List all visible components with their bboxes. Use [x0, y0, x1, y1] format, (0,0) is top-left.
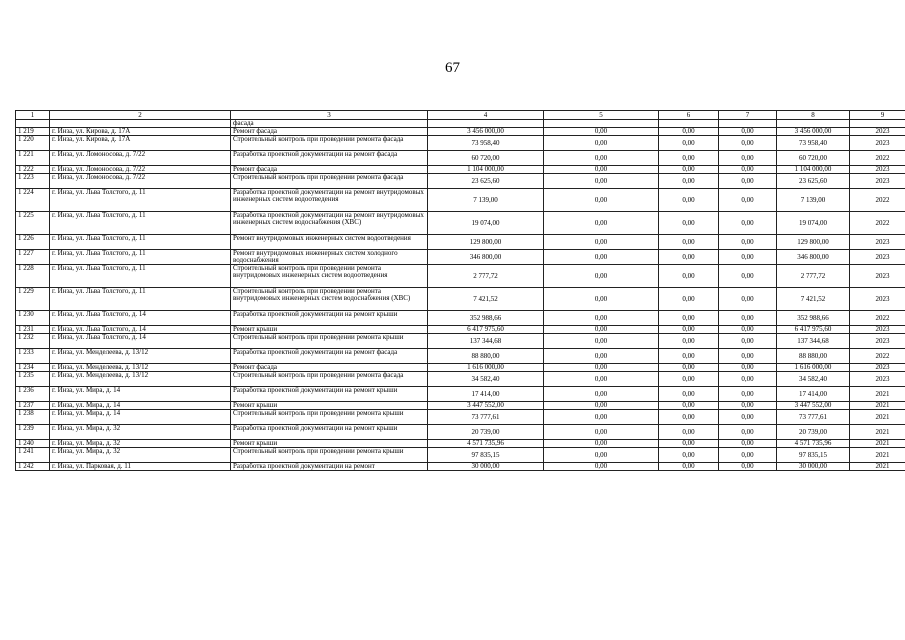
year-cell: 2023	[850, 334, 905, 349]
amount-cell: 0,00	[659, 364, 719, 372]
amount-cell: 0,00	[719, 235, 777, 250]
table-row	[16, 166, 905, 174]
amount-fund-cell: 1 104 000,00	[777, 166, 850, 174]
row-number-cell: 1 241	[16, 448, 50, 463]
year-cell: 2023	[850, 364, 905, 372]
work-type-cell: Ремонт внутридомовых инженерных систем холодного водоснабжения	[231, 250, 428, 265]
address-cell: г. Инза, ул. Льва Толстого, д. 11	[50, 235, 231, 250]
work-type-cell: Разработка проектной документации на ремонт фасада	[231, 151, 428, 166]
amount-cell: 0,00	[544, 212, 659, 235]
year-cell: 2021	[850, 425, 905, 440]
address-cell: г. Инза, ул. Менделеева, д. 13/12	[50, 372, 231, 387]
row-number-cell: 1 223	[16, 174, 50, 189]
amount-cell: 0,00	[659, 136, 719, 151]
amount-fund-cell: 97 835,15	[777, 448, 850, 463]
amount-cell: 0,00	[659, 189, 719, 212]
amount-cell: 0,00	[659, 311, 719, 326]
work-type-cell: Строительный контроль при проведении ремонта фасада	[231, 372, 428, 387]
address-cell: г. Инза, ул. Льва Толстого, д. 11	[50, 250, 231, 265]
amount-cell: 0,00	[719, 387, 777, 402]
header-cell: 5	[544, 111, 659, 120]
amount-fund-cell: 346 800,00	[777, 250, 850, 265]
work-type-cell: Ремонт внутридомовых инженерных систем водоотведения	[231, 235, 428, 250]
amount-cell: 0,00	[719, 425, 777, 440]
year-cell: 2022	[850, 311, 905, 326]
row-number-cell: 1 227	[16, 250, 50, 265]
amount-cell: 0,00	[659, 425, 719, 440]
amount-cell: 0,00	[719, 410, 777, 425]
amount-total-cell: 137 344,68	[428, 334, 544, 349]
amount-fund-cell: 6 417 975,60	[777, 326, 850, 334]
amount-total-cell: 2 777,72	[428, 265, 544, 288]
amount-cell: 0,00	[719, 440, 777, 448]
year-cell: 2021	[850, 440, 905, 448]
address-cell: г. Инза, ул. Льва Толстого, д. 11	[50, 212, 231, 235]
year-cell: 2023	[850, 136, 905, 151]
amount-total-cell: 20 739,00	[428, 425, 544, 440]
amount-cell: 0,00	[544, 189, 659, 212]
amount-cell: 0,00	[719, 463, 777, 471]
amount-cell: 0,00	[659, 250, 719, 265]
amount-cell: 0,00	[544, 410, 659, 425]
amount-cell: 0,00	[659, 349, 719, 364]
row-number-cell: 1 228	[16, 265, 50, 288]
work-type-cell: Ремонт крыши	[231, 440, 428, 448]
amount-cell: 0,00	[659, 448, 719, 463]
row-number-cell: 1 231	[16, 326, 50, 334]
amount-cell: 0,00	[544, 128, 659, 136]
amount-cell: 0,00	[719, 174, 777, 189]
table-row	[16, 364, 905, 372]
header-cell: 3	[231, 111, 428, 120]
work-type-cell: Строительный контроль при проведении ремонта внутридомовых инженерных систем водоснабжения (ХВС)	[231, 288, 428, 311]
table-row	[16, 387, 905, 402]
table-row	[16, 128, 905, 136]
amount-fund-cell	[777, 120, 850, 128]
row-number-cell: 1 232	[16, 334, 50, 349]
amount-cell: 0,00	[659, 463, 719, 471]
amount-cell: 0,00	[719, 334, 777, 349]
work-type-cell: Ремонт фасада	[231, 166, 428, 174]
work-type-cell: Разработка проектной документации на ремонт крыши	[231, 387, 428, 402]
amount-fund-cell: 34 582,40	[777, 372, 850, 387]
address-cell: г. Инза, ул. Мира, д. 14	[50, 387, 231, 402]
amount-total-cell: 129 800,00	[428, 235, 544, 250]
amount-cell: 0,00	[659, 372, 719, 387]
table-row	[16, 326, 905, 334]
year-cell: 2022	[850, 151, 905, 166]
amount-total-cell: 1 104 000,00	[428, 166, 544, 174]
amount-fund-cell: 7 139,00	[777, 189, 850, 212]
amount-cell: 0,00	[719, 265, 777, 288]
row-number-cell: 1 222	[16, 166, 50, 174]
amount-cell: 0,00	[544, 235, 659, 250]
address-cell: г. Инза, ул. Менделеева, д. 13/12	[50, 349, 231, 364]
amount-fund-cell: 3 456 000,00	[777, 128, 850, 136]
table-row	[16, 463, 905, 471]
amount-total-cell: 19 074,00	[428, 212, 544, 235]
address-cell: г. Инза, ул. Мира, д. 14	[50, 410, 231, 425]
amount-cell: 0,00	[719, 166, 777, 174]
row-number-cell: 1 221	[16, 151, 50, 166]
year-cell: 2023	[850, 128, 905, 136]
table-row	[16, 288, 905, 311]
amount-cell: 0,00	[719, 326, 777, 334]
row-number-cell: 1 235	[16, 372, 50, 387]
amount-cell: 0,00	[719, 402, 777, 410]
header-cell: 4	[428, 111, 544, 120]
year-cell: 2023	[850, 265, 905, 288]
amount-fund-cell: 2 777,72	[777, 265, 850, 288]
table-row	[16, 410, 905, 425]
amount-cell: 0,00	[719, 128, 777, 136]
amount-cell: 0,00	[659, 166, 719, 174]
row-number-cell: 1 238	[16, 410, 50, 425]
amount-cell: 0,00	[719, 288, 777, 311]
table-row	[16, 235, 905, 250]
work-type-cell: Разработка проектной документации на ремонт фасада	[231, 349, 428, 364]
address-cell: г. Инза, ул. Кирова, д. 17А	[50, 136, 231, 151]
amount-total-cell: 34 582,40	[428, 372, 544, 387]
table-row	[16, 334, 905, 349]
amount-total-cell: 30 000,00	[428, 463, 544, 471]
amount-cell	[659, 120, 719, 128]
year-cell	[850, 120, 905, 128]
amount-cell: 0,00	[719, 311, 777, 326]
row-number-cell	[16, 120, 50, 128]
work-type-cell: фасада	[231, 120, 428, 128]
amount-fund-cell: 30 000,00	[777, 463, 850, 471]
year-cell: 2022	[850, 349, 905, 364]
table-row	[16, 311, 905, 326]
amount-cell: 0,00	[659, 326, 719, 334]
address-cell: г. Инза, ул. Льва Толстого, д. 11	[50, 265, 231, 288]
amount-cell: 0,00	[659, 387, 719, 402]
work-type-cell: Разработка проектной документации на ремонт крыши	[231, 425, 428, 440]
amount-cell: 0,00	[659, 174, 719, 189]
work-type-cell: Строительный контроль при проведении ремонта внутридомовых инженерных систем водоотведения	[231, 265, 428, 288]
amount-cell: 0,00	[544, 425, 659, 440]
address-cell: г. Инза, ул. Ломоносова, д. 7/22	[50, 166, 231, 174]
table-row	[16, 212, 905, 235]
work-type-cell: Строительный контроль при проведении ремонта фасада	[231, 136, 428, 151]
amount-fund-cell: 19 074,00	[777, 212, 850, 235]
header-cell: 7	[719, 111, 777, 120]
amount-total-cell: 6 417 975,60	[428, 326, 544, 334]
row-number-cell: 1 230	[16, 311, 50, 326]
amount-cell: 0,00	[544, 440, 659, 448]
work-type-cell: Ремонт крыши	[231, 326, 428, 334]
address-cell: г. Инза, ул. Льва Толстого, д. 14	[50, 334, 231, 349]
year-cell: 2023	[850, 235, 905, 250]
row-number-cell: 1 220	[16, 136, 50, 151]
row-number-cell: 1 233	[16, 349, 50, 364]
row-number-cell: 1 229	[16, 288, 50, 311]
amount-cell: 0,00	[719, 448, 777, 463]
amount-fund-cell: 137 344,68	[777, 334, 850, 349]
row-number-cell: 1 242	[16, 463, 50, 471]
amount-fund-cell: 88 880,00	[777, 349, 850, 364]
table-row	[16, 402, 905, 410]
address-cell: г. Инза, ул. Мира, д. 32	[50, 425, 231, 440]
amount-cell: 0,00	[719, 349, 777, 364]
amount-cell: 0,00	[719, 151, 777, 166]
row-number-cell: 1 224	[16, 189, 50, 212]
amount-cell: 0,00	[544, 364, 659, 372]
table-row	[16, 349, 905, 364]
amount-fund-cell: 129 800,00	[777, 235, 850, 250]
amount-cell: 0,00	[659, 151, 719, 166]
work-type-cell: Ремонт фасада	[231, 364, 428, 372]
table-row	[16, 151, 905, 166]
amount-total-cell: 7 139,00	[428, 189, 544, 212]
amount-total-cell: 73 777,61	[428, 410, 544, 425]
amount-total-cell: 4 571 735,96	[428, 440, 544, 448]
registry-table	[15, 110, 905, 471]
year-cell: 2023	[850, 326, 905, 334]
year-cell: 2022	[850, 189, 905, 212]
table-row	[16, 136, 905, 151]
amount-cell: 0,00	[544, 288, 659, 311]
amount-cell: 0,00	[544, 136, 659, 151]
amount-total-cell: 3 456 000,00	[428, 128, 544, 136]
amount-total-cell: 3 447 552,00	[428, 402, 544, 410]
amount-cell: 0,00	[544, 265, 659, 288]
year-cell: 2023	[850, 288, 905, 311]
amount-fund-cell: 352 988,66	[777, 311, 850, 326]
year-cell: 2023	[850, 250, 905, 265]
address-cell: г. Инза, ул. Мира, д. 32	[50, 440, 231, 448]
amount-cell: 0,00	[544, 151, 659, 166]
work-type-cell: Разработка проектной документации на ремонт внутридомовых инженерных систем водоотведения	[231, 189, 428, 212]
amount-cell: 0,00	[719, 372, 777, 387]
amount-cell: 0,00	[544, 174, 659, 189]
amount-fund-cell: 4 571 735,96	[777, 440, 850, 448]
amount-cell: 0,00	[659, 235, 719, 250]
amount-cell: 0,00	[659, 288, 719, 311]
work-type-cell: Разработка проектной документации на ремонт	[231, 463, 428, 471]
amount-cell: 0,00	[719, 364, 777, 372]
amount-total-cell: 352 988,66	[428, 311, 544, 326]
amount-cell	[719, 120, 777, 128]
amount-fund-cell: 1 616 000,00	[777, 364, 850, 372]
page-number: 67	[445, 60, 460, 76]
amount-fund-cell: 17 414,00	[777, 387, 850, 402]
amount-total-cell: 1 616 000,00	[428, 364, 544, 372]
address-cell: г. Инза, ул. Льва Толстого, д. 14	[50, 311, 231, 326]
year-cell: 2021	[850, 410, 905, 425]
work-type-cell: Строительный контроль при проведении ремонта крыши	[231, 410, 428, 425]
amount-cell: 0,00	[659, 410, 719, 425]
work-type-cell: Разработка проектной документации на ремонт внутридомовых инженерных систем водоснабжения (ХВС)	[231, 212, 428, 235]
table-row	[16, 440, 905, 448]
work-type-cell: Строительный контроль при проведении ремонта крыши	[231, 334, 428, 349]
amount-total-cell: 17 414,00	[428, 387, 544, 402]
amount-total-cell: 7 421,52	[428, 288, 544, 311]
table-row	[16, 372, 905, 387]
amount-fund-cell: 3 447 552,00	[777, 402, 850, 410]
year-cell: 2021	[850, 387, 905, 402]
amount-fund-cell: 73 958,40	[777, 136, 850, 151]
amount-fund-cell: 20 739,00	[777, 425, 850, 440]
table-row	[16, 425, 905, 440]
header-cell: 6	[659, 111, 719, 120]
amount-cell: 0,00	[719, 136, 777, 151]
row-number-cell: 1 225	[16, 212, 50, 235]
amount-total-cell: 346 800,00	[428, 250, 544, 265]
amount-cell: 0,00	[659, 440, 719, 448]
amount-cell: 0,00	[544, 448, 659, 463]
table-row	[16, 448, 905, 463]
header-cell: 1	[16, 111, 50, 120]
amount-total-cell: 73 958,40	[428, 136, 544, 151]
amount-cell: 0,00	[659, 265, 719, 288]
year-cell: 2021	[850, 448, 905, 463]
amount-cell: 0,00	[544, 402, 659, 410]
amount-cell: 0,00	[544, 326, 659, 334]
address-cell: г. Инза, ул. Мира, д. 14	[50, 402, 231, 410]
amount-fund-cell: 60 720,00	[777, 151, 850, 166]
year-cell: 2023	[850, 166, 905, 174]
row-number-cell: 1 240	[16, 440, 50, 448]
amount-cell: 0,00	[544, 311, 659, 326]
amount-total-cell: 60 720,00	[428, 151, 544, 166]
address-cell: г. Инза, ул. Ломоносова, д. 7/22	[50, 151, 231, 166]
header-row	[16, 111, 905, 120]
table-row	[16, 120, 905, 128]
work-type-cell: Строительный контроль при проведении ремонта крыши	[231, 448, 428, 463]
amount-cell	[544, 120, 659, 128]
table-row	[16, 250, 905, 265]
address-cell: г. Инза, ул. Менделеева, д. 13/12	[50, 364, 231, 372]
row-number-cell: 1 237	[16, 402, 50, 410]
address-cell: г. Инза, ул. Мира, д. 32	[50, 448, 231, 463]
amount-cell: 0,00	[719, 212, 777, 235]
table-row	[16, 174, 905, 189]
row-number-cell: 1 219	[16, 128, 50, 136]
address-cell: г. Инза, ул. Льва Толстого, д. 11	[50, 189, 231, 212]
work-type-cell: Ремонт крыши	[231, 402, 428, 410]
work-type-cell: Разработка проектной документации на ремонт крыши	[231, 311, 428, 326]
year-cell: 2021	[850, 402, 905, 410]
table-row	[16, 189, 905, 212]
amount-cell: 0,00	[659, 128, 719, 136]
amount-cell: 0,00	[719, 250, 777, 265]
amount-cell: 0,00	[659, 212, 719, 235]
header-cell: 2	[50, 111, 231, 120]
amount-total-cell: 97 835,15	[428, 448, 544, 463]
amount-cell: 0,00	[544, 372, 659, 387]
address-cell: г. Инза, ул. Ломоносова, д. 7/22	[50, 174, 231, 189]
amount-cell: 0,00	[719, 189, 777, 212]
header-cell: 9	[850, 111, 905, 120]
amount-fund-cell: 73 777,61	[777, 410, 850, 425]
amount-total-cell: 23 625,60	[428, 174, 544, 189]
row-number-cell: 1 234	[16, 364, 50, 372]
amount-cell: 0,00	[544, 166, 659, 174]
work-type-cell: Ремонт фасада	[231, 128, 428, 136]
address-cell	[50, 120, 231, 128]
amount-cell: 0,00	[659, 334, 719, 349]
amount-total-cell: 88 880,00	[428, 349, 544, 364]
header-cell: 8	[777, 111, 850, 120]
row-number-cell: 1 226	[16, 235, 50, 250]
amount-cell: 0,00	[544, 463, 659, 471]
amount-cell: 0,00	[659, 402, 719, 410]
amount-total-cell	[428, 120, 544, 128]
amount-fund-cell: 23 625,60	[777, 174, 850, 189]
amount-fund-cell: 7 421,52	[777, 288, 850, 311]
amount-cell: 0,00	[544, 387, 659, 402]
amount-cell: 0,00	[544, 250, 659, 265]
address-cell: г. Инза, ул. Кирова, д. 17А	[50, 128, 231, 136]
amount-cell: 0,00	[544, 334, 659, 349]
address-cell: г. Инза, ул. Льва Толстого, д. 11	[50, 288, 231, 311]
address-cell: г. Инза, ул. Парковая, д. 11	[50, 463, 231, 471]
amount-cell: 0,00	[544, 349, 659, 364]
table-row	[16, 265, 905, 288]
year-cell: 2021	[850, 463, 905, 471]
year-cell: 2023	[850, 372, 905, 387]
row-number-cell: 1 239	[16, 425, 50, 440]
row-number-cell: 1 236	[16, 387, 50, 402]
year-cell: 2023	[850, 174, 905, 189]
address-cell: г. Инза, ул. Льва Толстого, д. 14	[50, 326, 231, 334]
year-cell: 2022	[850, 212, 905, 235]
work-type-cell: Строительный контроль при проведении ремонта фасада	[231, 174, 428, 189]
